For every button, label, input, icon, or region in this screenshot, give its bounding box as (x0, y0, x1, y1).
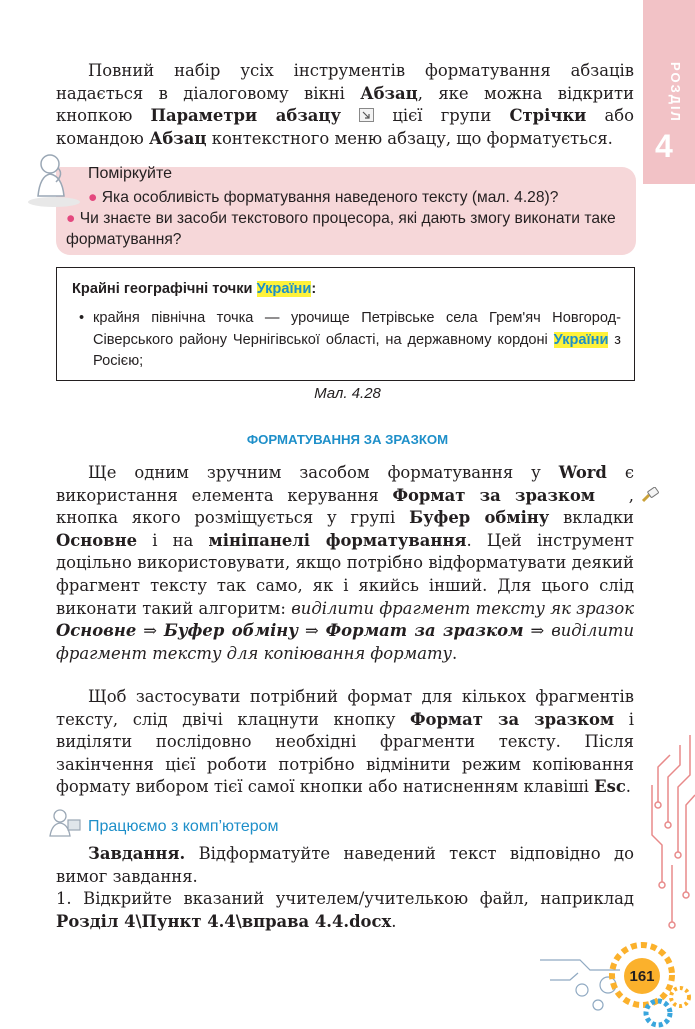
think-box-title: Поміркуйте (88, 165, 173, 182)
dialog-launcher-icon (359, 108, 374, 122)
gears-decoration (540, 935, 695, 1029)
figure-box (56, 267, 635, 381)
chapter-number: 4 (655, 128, 673, 164)
think-question-2: ● Чи знаєте ви засоби текстового процесора, які дають змогу виконати таке форматування? (66, 210, 616, 248)
think-question-1: ● Яка особливість форматування наведеного тексту (мал. 4.28)? (88, 189, 559, 206)
list-bullet: • (79, 310, 85, 326)
figure-caption: Мал. 4.28 (314, 385, 381, 402)
format-painter-paragraph: Ще одним зручним засобом форматування у Word є використання елемента керування Формат за зразком , кнопка якого розміщується у групі Буфер обміну вкладки Основне і на мініпанелі форматування. Цей інструмент доцільно використовувати, якщо потрібно відформатувати деякий фрагмент тексту так само, як і якийсь інший. Для цього слід виконати такий алгоритм: виділити фрагмент тексту як зразок Основне ⇒ Буфер обміну ⇒ Формат за зразком ⇒ виділити фрагмент тексту для копіювання формату. (56, 462, 634, 665)
format-painter-icon (609, 487, 629, 503)
intro-paragraph: Повний набір усіх інструментів форматування абзаців надається в діалоговому вікні Абзац, яке можна відкрити кнопкою Параметри абзацу цієї групи Стрічки або командою Абзац контекстного меню абзацу, що форматується. (56, 61, 635, 148)
circuit-decoration (640, 735, 695, 950)
chapter-side-tab (643, 0, 695, 184)
bullet-dot: ● (88, 189, 98, 206)
figure-title: Крайні географічні точки України: (72, 281, 317, 297)
figure-list-item: • крайня північна точка — урочище Петрівське села Грем'яч Новгород-Сіверського району Чернігівської області, на державному кордоні України з Росією; (79, 310, 621, 369)
computer-work-title: Працюємо з комп’ютером (88, 818, 279, 835)
task-paragraph: Завдання. Відформатуйте наведений текст відповідно до вимог завдання. (56, 844, 634, 886)
page-number: 161 (624, 958, 660, 994)
task-step-1: 1. Відкрийте вказаний учителем/учителькою файл, наприклад Розділ 4\Пункт 4.4\вправа 4.4.docx. (56, 889, 634, 931)
bullet-dot: ● (66, 210, 76, 227)
section-heading: ФОРМАТУВАННЯ ЗА ЗРАЗКОМ (246, 432, 449, 447)
chapter-label: РОЗДІЛ (668, 62, 683, 123)
multi-format-paragraph: Щоб застосувати потрібний формат для кількох фрагментів тексту, слід двічі клацнути кнопку Формат за зразком і виділяти послідовно необхідні фрагменти тексту. Після закінчення цієї роботи потрібно відмінити режим копіювання формату вибором тієї самої кнопки або натисненням клавіші Esc. (56, 687, 634, 797)
computer-work-icon (46, 808, 82, 838)
thinking-person-icon (20, 152, 82, 208)
